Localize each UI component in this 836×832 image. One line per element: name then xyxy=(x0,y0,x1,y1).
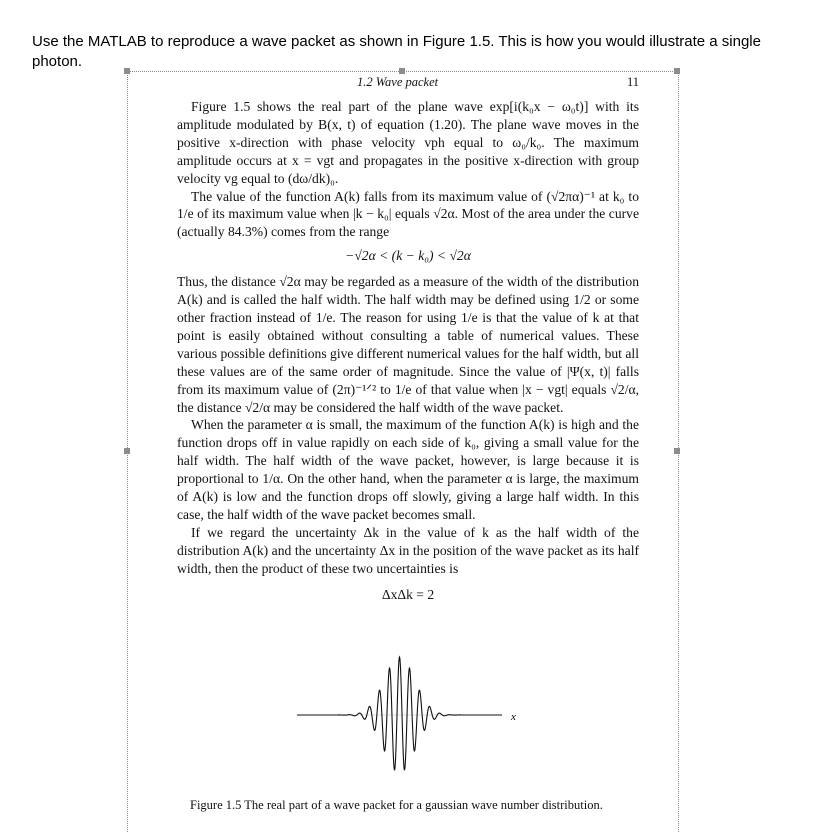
question-prompt: Use the MATLAB to reproduce a wave packet as shown in Figure 1.5. This is how you would illustrate a single photon. xyxy=(32,33,761,70)
resize-handle-top-center[interactable] xyxy=(399,68,405,74)
equation-uncertainty: ΔxΔk = 2 xyxy=(381,586,435,602)
x-axis-label: x xyxy=(511,711,516,723)
page-number: 11 xyxy=(626,75,639,89)
resize-handle-top-right[interactable] xyxy=(674,68,680,74)
resize-handle-middle-left[interactable] xyxy=(124,448,130,454)
paragraph-4: When the parameter α is small, the maximum of the function A(k) is high and the function drops off in value rapidly on each side of k₀, giving a small value for the half width. The half width of the wave packet, however, is large because it is proportional to 1/α. On the other hand, when the parameter α is large, the maximum of A(k) is low and the function drops off slowly, giving a large half width. In this case, the half width of the wave packet becomes small. xyxy=(177,417,639,522)
section-title: 1.2 Wave packet xyxy=(357,75,439,89)
page-body xyxy=(177,98,639,611)
wave-packet-figure xyxy=(297,650,537,780)
paragraph-1: Figure 1.5 shows the real part of the plane wave exp[i(k₀x − ω₀t)] with its amplitude modulated by B(x, t) of equation (1.20). The plane wave moves in the positive x-direction with phase velocity vph equal to ω₀/k₀. The maximum amplitude occurs at x = vgt and propagates in the positive x-direction with group velocity vg equal to (dω/dk)₀. xyxy=(177,99,639,186)
resize-handle-middle-right[interactable] xyxy=(674,448,680,454)
resize-handle-top-left[interactable] xyxy=(124,68,130,74)
equation-range: −√2α < (k − k₀) < √2α xyxy=(345,248,471,264)
wave-packet-curve xyxy=(297,657,502,770)
paragraph-5: If we regard the uncertainty Δk in the value of k as the half width of the distribution A(k) and the uncertainty Δx in the position of the wave packet as its half width, then the product of these two uncertainties is xyxy=(177,524,639,576)
paragraph-2: The value of the function A(k) falls from its maximum value of (√2πα)⁻¹ at k₀ to 1/e of its maximum value when |k − k₀| equals √2α. Most of the area under the curve (actually 84.3%) comes from the range xyxy=(177,188,639,240)
paragraph-3: Thus, the distance √2α may be regarded as a measure of the width of the distribution A(k) and is called the half width. The half width may be defined using 1/2 or some other fraction instead of 1/e. The reason for using 1/e is that the value of k at that point is easily obtained without consulting a table of numerical values. These various possible definitions give different numerical values for the half width, but all these values are of the same order of magnitude. Since the value of |Ψ(x, t)| falls from its maximum value of (2π)⁻¹ᐟ² to 1/e of that value when |x − vgt| equals √2/α, the distance √2/α may be considered the half width of the wave packet. xyxy=(177,274,639,415)
figure-caption: Figure 1.5 The real part of a wave packet for a gaussian wave number distribution. xyxy=(190,798,603,812)
